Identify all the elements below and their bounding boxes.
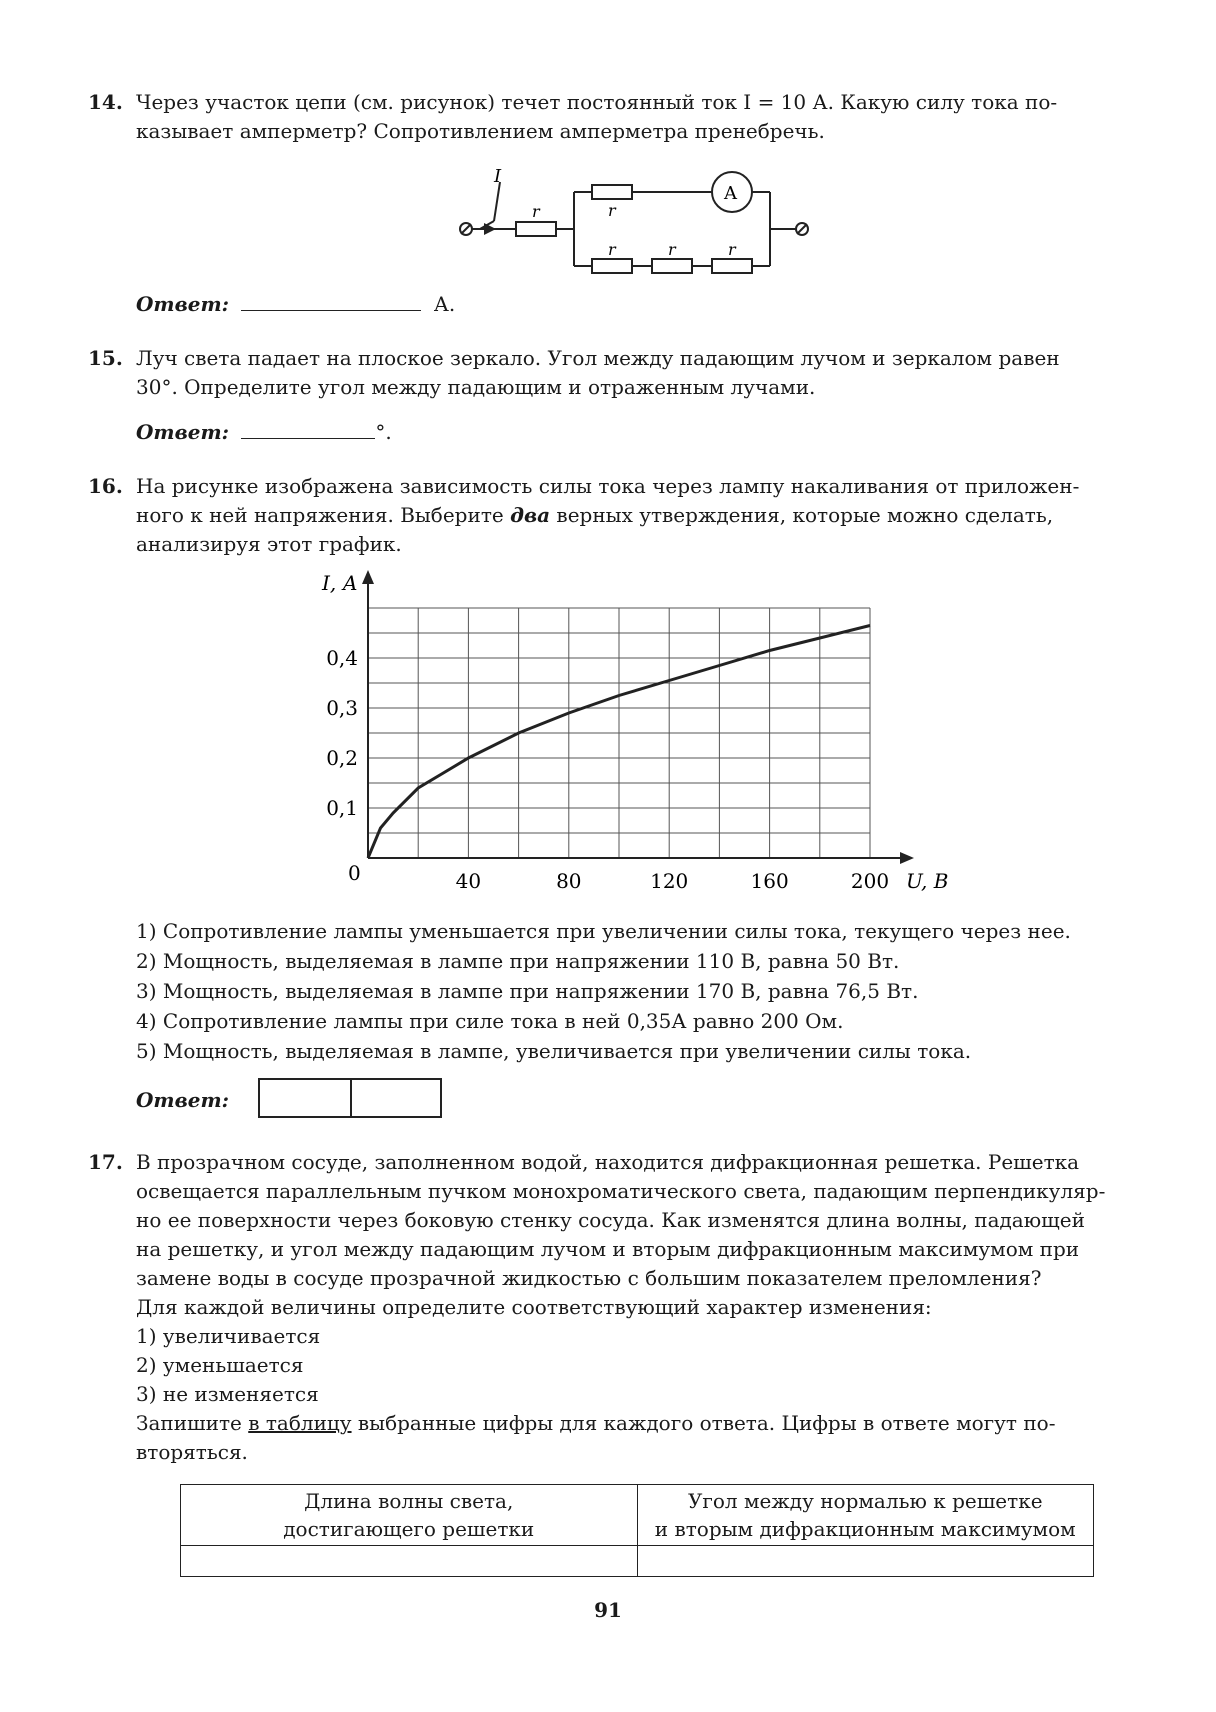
table-row bbox=[181, 1546, 1094, 1577]
header-line: достигающего решетки bbox=[283, 1517, 535, 1541]
text-fragment: верных утверждения, которые можно сделать, bbox=[550, 503, 1054, 527]
table-header-cell bbox=[181, 1485, 638, 1546]
choice-line: 3) не изменяется bbox=[136, 1382, 319, 1406]
x-tick-label: 80 bbox=[556, 869, 582, 893]
resistor bbox=[592, 259, 632, 273]
problem-17 bbox=[88, 1148, 1186, 1467]
x-tick-label: 160 bbox=[750, 869, 789, 893]
problem-15 bbox=[88, 344, 1186, 402]
text-fragment: выбранные цифры для каждого ответа. Цифры в ответе могут по- bbox=[351, 1411, 1056, 1435]
answer-15 bbox=[136, 418, 392, 444]
instruction-line bbox=[136, 1409, 1186, 1438]
answer-label: Ответ: bbox=[136, 420, 229, 444]
problem-number: 14. bbox=[88, 90, 123, 114]
problem-text-line: замене воды в сосуде прозрачной жидкостью с большим показателем преломления? bbox=[136, 1266, 1042, 1290]
resistor-label: r bbox=[608, 240, 616, 259]
option-4: 4) Сопротивление лампы при силе тока в ней 0,35А равно 200 Ом. bbox=[136, 1009, 844, 1033]
header-line: Угол между нормалью к решетке bbox=[687, 1489, 1043, 1513]
problem-text-line: казывает амперметр? Сопротивлением амперметра пренебречь. bbox=[136, 119, 825, 143]
problem-text-line: освещается параллельным пучком монохроматического света, падающим перпендикуляр- bbox=[136, 1179, 1106, 1203]
answer-cell-1[interactable] bbox=[258, 1078, 352, 1118]
answer-label: Ответ: bbox=[136, 292, 229, 316]
problem-text-line: Через участок цепи (см. рисунок) течет постоянный ток I = 10 А. Какую силу тока по- bbox=[136, 90, 1058, 114]
answer-cell[interactable] bbox=[181, 1546, 638, 1577]
problem-text-line: На рисунке изображена зависимость силы тока через лампу накаливания от приложен- bbox=[136, 474, 1080, 498]
answer-label: Ответ: bbox=[136, 1088, 229, 1112]
choice-line: 2) уменьшается bbox=[136, 1353, 304, 1377]
circuit-diagram bbox=[450, 168, 830, 278]
problem-text-line: Для каждой величины определите соответствующий характер изменения: bbox=[136, 1295, 932, 1319]
origin-label: 0 bbox=[348, 861, 361, 885]
answer-cell-2[interactable] bbox=[350, 1078, 442, 1118]
current-label: I bbox=[494, 168, 502, 187]
resistor bbox=[516, 222, 556, 236]
choice-line: 1) увеличивается bbox=[136, 1324, 321, 1348]
current-voltage-chart bbox=[310, 570, 960, 900]
problem-text-line bbox=[136, 501, 1186, 530]
resistor-label: r bbox=[608, 201, 616, 220]
problem-number: 17. bbox=[88, 1150, 123, 1174]
option-2: 2) Мощность, выделяемая в лампе при напряжении 110 В, равна 50 Вт. bbox=[136, 949, 900, 973]
y-tick-label: 0,2 bbox=[326, 746, 358, 770]
answer-field[interactable] bbox=[241, 418, 375, 439]
underlined-text: в таблицу bbox=[248, 1411, 352, 1435]
problem-text-line: на решетку, и угол между падающим лучом и вторым дифракционным максимумом при bbox=[136, 1237, 1080, 1261]
resistor-label: r bbox=[728, 240, 736, 259]
answer-16-label bbox=[136, 1088, 229, 1112]
problem-number: 16. bbox=[88, 474, 123, 498]
current-arrow bbox=[484, 223, 496, 235]
problem-16 bbox=[88, 472, 1186, 559]
resistor bbox=[592, 185, 632, 199]
option-5: 5) Мощность, выделяемая в лампе, увеличивается при увеличении силы тока. bbox=[136, 1039, 972, 1063]
problem-text-line: В прозрачном сосуде, заполненном водой, находится дифракционная решетка. Решетка bbox=[136, 1150, 1080, 1174]
page-number: 91 bbox=[594, 1598, 622, 1622]
x-axis-label: U, В bbox=[906, 869, 949, 893]
text-fragment: Запишите bbox=[136, 1411, 249, 1435]
header-line: Длина волны света, bbox=[304, 1489, 514, 1513]
y-tick-label: 0,4 bbox=[326, 646, 358, 670]
table-header-row bbox=[181, 1485, 1094, 1546]
problem-14 bbox=[88, 88, 1186, 146]
problem-number: 15. bbox=[88, 346, 123, 370]
instruction-line: вторяться. bbox=[136, 1440, 248, 1464]
answer-14 bbox=[136, 290, 455, 316]
table-header-cell bbox=[637, 1485, 1094, 1546]
resistor bbox=[652, 259, 692, 273]
problem-text-line: 30°. Определите угол между падающим и отраженным лучами. bbox=[136, 375, 816, 399]
answer-field[interactable] bbox=[241, 290, 421, 311]
x-tick-label: 40 bbox=[455, 869, 482, 893]
option-3: 3) Мощность, выделяемая в лампе при напряжении 170 В, равна 76,5 Вт. bbox=[136, 979, 919, 1003]
y-tick-label: 0,3 bbox=[326, 696, 358, 720]
y-axis-label: I, А bbox=[322, 571, 358, 595]
ammeter-label: A bbox=[724, 183, 737, 204]
answer-unit: °. bbox=[375, 420, 392, 444]
x-axis-arrow bbox=[900, 852, 914, 864]
option-1: 1) Сопротивление лампы уменьшается при увеличении силы тока, текущего через нее. bbox=[136, 919, 1071, 943]
emphasis-text: два bbox=[510, 503, 551, 527]
x-tick-label: 120 bbox=[650, 869, 689, 893]
text-fragment: ного к ней напряжения. Выберите bbox=[136, 503, 511, 527]
y-tick-label: 0,1 bbox=[326, 796, 358, 820]
chart-axes bbox=[362, 570, 914, 864]
problem-text-line: но ее поверхности через боковую стенку сосуда. Как изменятся длина волны, падающей bbox=[136, 1208, 1085, 1232]
y-axis-arrow bbox=[362, 570, 374, 584]
problem-text-line: Луч света падает на плоское зеркало. Угол между падающим лучом и зеркалом равен bbox=[136, 346, 1060, 370]
header-line: и вторым дифракционным максимумом bbox=[654, 1517, 1076, 1541]
x-tick-label: 200 bbox=[850, 869, 890, 893]
answer-unit: А. bbox=[433, 292, 456, 316]
answer-table bbox=[180, 1484, 1094, 1577]
answer-cell[interactable] bbox=[637, 1546, 1094, 1577]
resistor-label: r bbox=[668, 240, 676, 259]
problem-text-line: анализируя этот график. bbox=[136, 532, 402, 556]
resistor bbox=[712, 259, 752, 273]
resistor-label: r bbox=[532, 202, 540, 221]
